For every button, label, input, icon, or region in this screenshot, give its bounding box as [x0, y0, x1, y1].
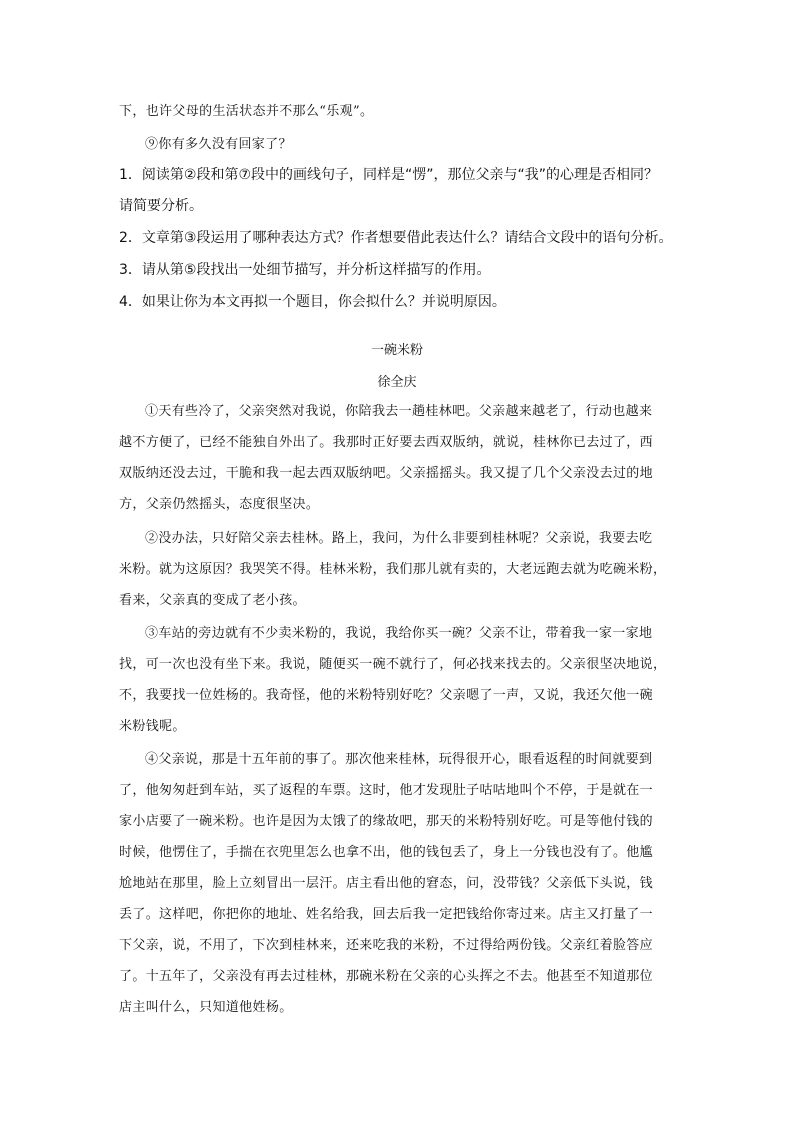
paragraph-1-line-1: ①天有些冷了，父亲突然对我说，你陪我去一趟桂林吧。父亲越来越老了，行动也越来 [145, 404, 653, 419]
article-title: 一碗米粉 [370, 343, 423, 358]
question-4: 4．如果让你为本文再拟一个题目，你会拟什么？并说明原因。 [119, 294, 506, 310]
paragraph-1-line-2: 越不方便了，已经不能独自外出了。我那时正好要去西双版纳，就说，桂林你已去过了，西 [119, 435, 654, 450]
question-2: 2．文章第③段运用了哪种表达方式？作者想要借此表达什么？请结合文段中的语句分析。 [119, 230, 673, 246]
paragraph-3-line-3: 不，我要找一位姓杨的。我奇怪，他的米粉特别好吃？父亲嗯了一声，又说，我还欠他一碗 [119, 688, 654, 703]
paragraph-4-line-4: 时候，他愣住了，手揣在衣兜里怎么也拿不出，他的钱包丢了，身上一分钱也没有了。他尴 [119, 845, 654, 860]
paragraph-3-line-1: ③车站的旁边就有不少卖米粉的，我说，我给你买一碗？父亲不让，带着我一家一家地 [145, 626, 653, 641]
paragraph-4-line-6: 丢了。这样吧，你把你的地址、姓名给我，回去后我一定把钱给你寄过来。店主又打量了一 [119, 907, 654, 922]
paragraph-4-line-7: 下父亲，说，不用了，下次到桂林来，还来吃我的米粉，不过得给两份钱。父亲红着脸答应 [119, 938, 654, 953]
question-3: 3．请从第⑤段找出一处细节描写，并分析这样描写的作用。 [119, 262, 491, 278]
paragraph-3-line-2: 找，可一次也没有坐下来。我说，随便买一碗不就行了，何必找来找去的。父亲很坚决地说， [119, 657, 667, 672]
question-1-line-1: 1．阅读第②段和第⑦段中的画线句子，同样是“愣”，那位父亲与“我”的心理是否相同？ [119, 167, 659, 183]
paragraph-4-line-9: 店主叫什么，只知道他姓杨。 [119, 1000, 293, 1015]
paragraph-4-line-1: ④父亲说，那是十五年前的事了。那次他来桂林，玩得很开心，眼看返程的时间就要到 [145, 752, 653, 767]
paragraph-2-line-1: ②没办法，只好陪父亲去桂林。路上，我问，为什么非要到桂林呢？父亲说，我要去吃 [145, 531, 653, 546]
article-author: 徐全庆 [377, 375, 417, 390]
paragraph-1-line-3: 双版纳还没去过，干脆和我一起去西双版纳吧。父亲摇摇头。我又提了几个父亲没去过的地 [119, 466, 654, 481]
paragraph-2-line-2: 米粉。就为这原因？我哭笑不得。桂林米粉，我们那儿就有卖的，大老远跑去就为吃碗米粉， [119, 562, 667, 577]
paragraph-1-line-4: 方，父亲仍然摇头，态度很坚决。 [119, 497, 320, 512]
question-1-line-2: 请简要分析。 [119, 198, 203, 214]
paragraph-9: ⑨你有多久没有回家了？ [145, 137, 292, 152]
paragraph-4-line-5: 尬地站在那里，脸上立刻冒出一层汗。店主看出他的窘态，问，没带钱？父亲低下头说，钱 [119, 876, 654, 891]
intro-continuation-line: 下，也许父母的生活状态并不那么“乐观”。 [119, 104, 374, 119]
paragraph-3-line-4: 米粉钱呢。 [119, 719, 186, 734]
paragraph-4-line-2: 了，他匆匆赶到车站，买了返程的车票。这时，他才发现肚子咕咕地叫个不停，于是就在一 [119, 783, 654, 798]
paragraph-2-line-3: 看来，父亲真的变成了老小孩。 [119, 593, 306, 608]
paragraph-4-line-8: 了。十五年了，父亲没有再去过桂林，那碗米粉在父亲的心头挥之不去。他甚至不知道那位 [119, 969, 654, 984]
paragraph-4-line-3: 家小店要了一碗米粉。也许是因为太饿了的缘故吧，那天的米粉特别好吃。可是等他付钱的 [119, 814, 654, 829]
